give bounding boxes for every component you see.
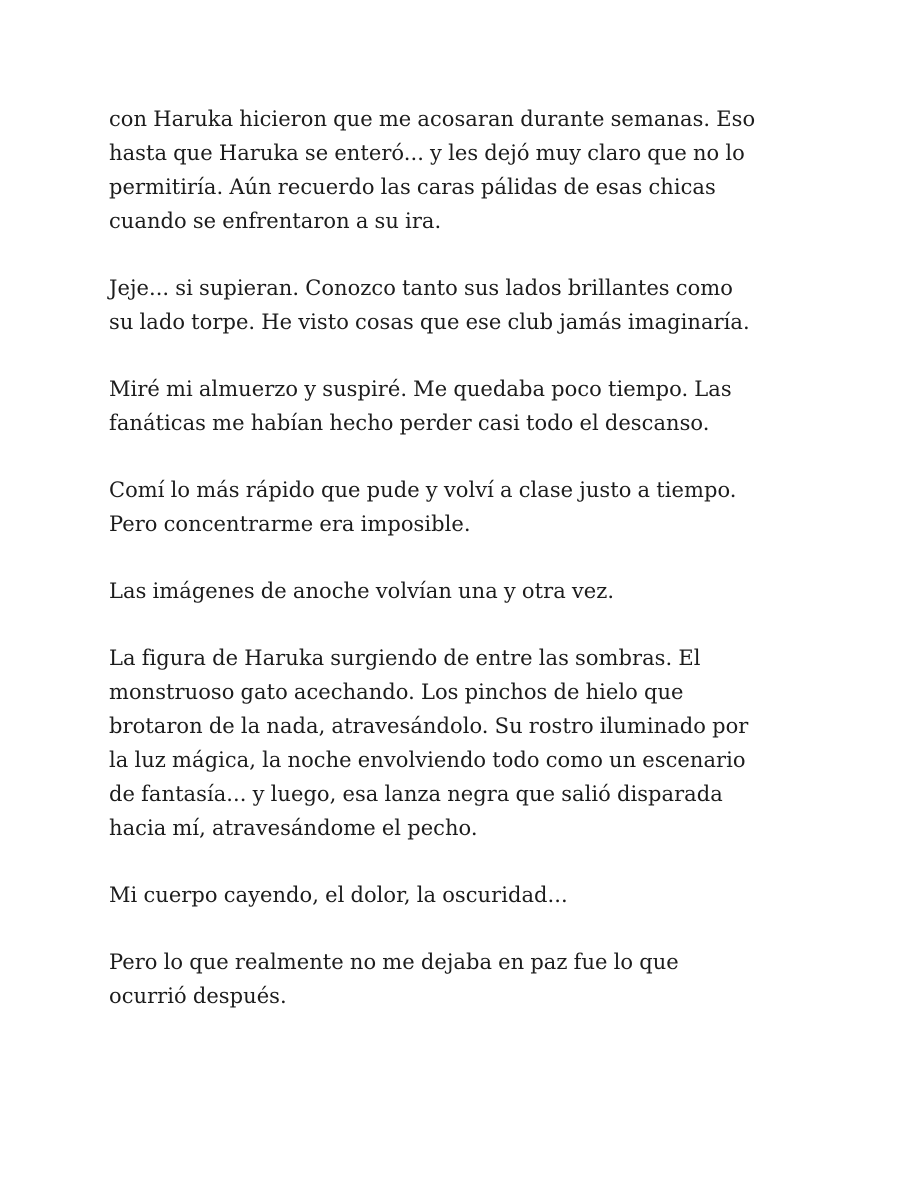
text-line: fanáticas me habían hecho perder casi todo el descanso. [109, 411, 710, 435]
text-line: monstruoso gato acechando. Los pinchos de hielo que [109, 680, 684, 704]
paragraph-6 [109, 641, 809, 845]
paragraph-7 [109, 878, 809, 912]
text-line: Mi cuerpo cayendo, el dolor, la oscuridad... [109, 883, 568, 907]
text-line: su lado torpe. He visto cosas que ese club jamás imaginaría. [109, 310, 750, 334]
text-line: Las imágenes de anoche volvían una y otra vez. [109, 579, 615, 603]
text-line: la luz mágica, la noche envolviendo todo como un escenario [109, 748, 746, 772]
text-line: La figura de Haruka surgiendo de entre las sombras. El [109, 646, 701, 670]
text-line: cuando se enfrentaron a su ira. [109, 209, 442, 233]
paragraph-8 [109, 945, 809, 1013]
text-line: Pero lo que realmente no me dejaba en paz fue lo que [109, 950, 679, 974]
text-line: brotaron de la nada, atravesándolo. Su rostro iluminado por [109, 714, 749, 738]
text-line: Jeje... si supieran. Conozco tanto sus lados brillantes como [109, 276, 733, 300]
paragraph-3 [109, 372, 809, 440]
text-line: Comí lo más rápido que pude y volví a clase justo a tiempo. [109, 478, 737, 502]
text-line: con Haruka hicieron que me acosaran durante semanas. Eso [109, 107, 756, 131]
text-line: Pero concentrarme era imposible. [109, 512, 471, 536]
text-line: hasta que Haruka se enteró... y les dejó muy claro que no lo [109, 141, 745, 165]
text-line: de fantasía... y luego, esa lanza negra que salió disparada [109, 782, 723, 806]
text-line: hacia mí, atravesándome el pecho. [109, 816, 478, 840]
paragraph-2 [109, 271, 809, 339]
paragraph-5 [109, 574, 809, 608]
paragraph-1 [109, 102, 809, 238]
text-line: Miré mi almuerzo y suspiré. Me quedaba poco tiempo. Las [109, 377, 732, 401]
text-line: permitiría. Aún recuerdo las caras pálidas de esas chicas [109, 175, 716, 199]
paragraph-4 [109, 473, 809, 541]
document-page [109, 102, 809, 1046]
text-line: ocurrió después. [109, 984, 287, 1008]
